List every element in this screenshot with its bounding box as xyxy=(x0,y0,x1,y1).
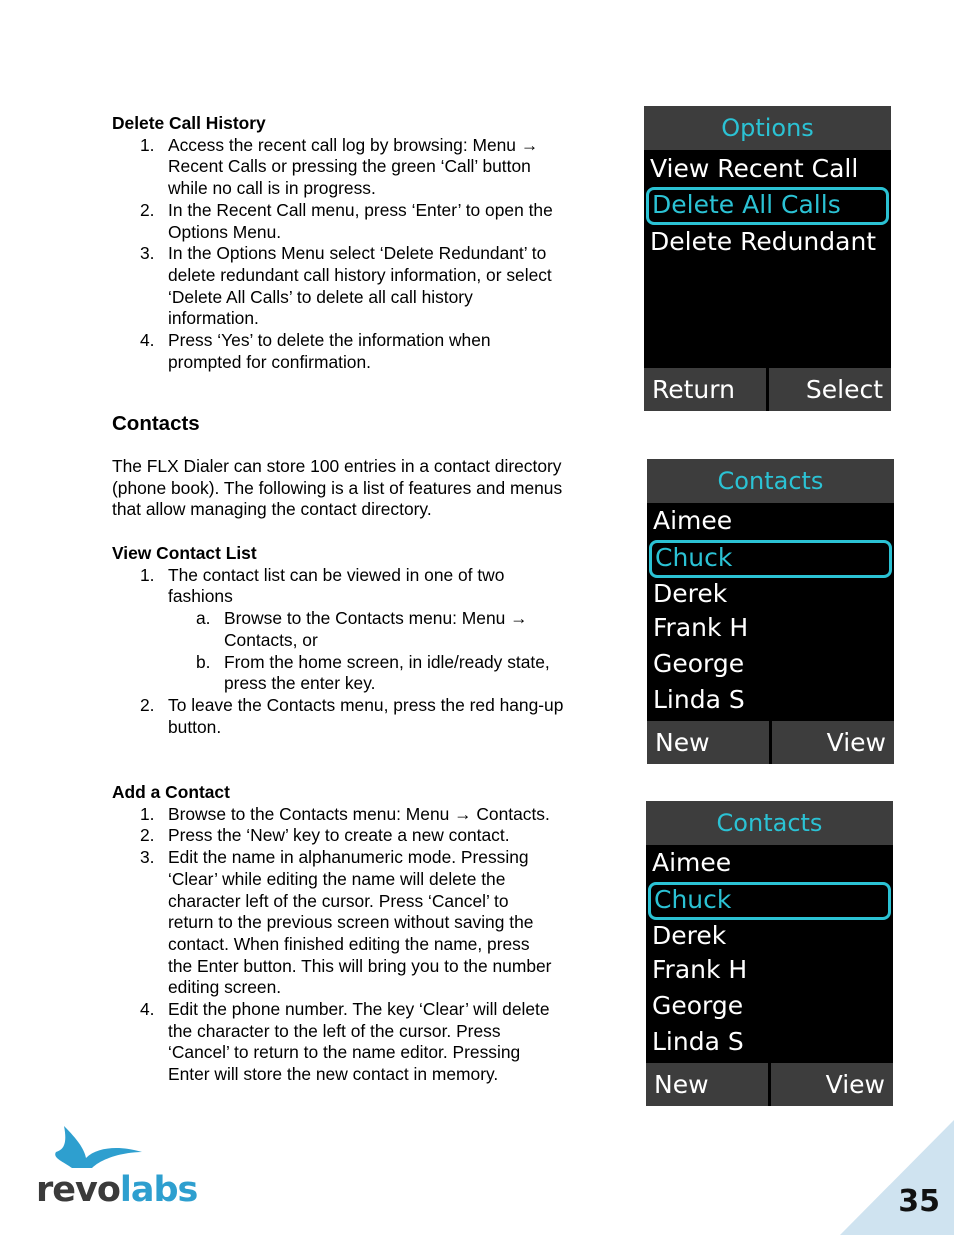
contact-item: Aimee xyxy=(652,848,732,877)
contact-item: Aimee xyxy=(653,506,733,535)
softkey-view: View xyxy=(768,1063,893,1106)
list-item: 1. The contact list can be viewed in one of two fashions xyxy=(140,564,505,607)
menu-item-delete-all-calls: Delete All Calls xyxy=(646,187,889,225)
add-contact-section xyxy=(112,782,604,1086)
page-number: 35 xyxy=(898,1184,940,1219)
view-list-steps xyxy=(112,565,604,739)
list-item: 1. Access the recent call log by browsing: Menu → Recent Calls or pressing the green ‘Call’ button while no call is in progress. xyxy=(140,134,539,199)
softkey-return: Return xyxy=(652,375,735,404)
softkey-bar xyxy=(644,368,891,411)
section-heading: Add a Contact xyxy=(112,782,230,802)
add-contact-steps xyxy=(112,804,604,1086)
options-screen xyxy=(644,106,891,411)
contacts-screen xyxy=(646,801,893,1106)
list-item: b. From the home screen, in idle/ready state, press the enter key. xyxy=(196,651,550,694)
section-heading: Delete Call History xyxy=(112,113,266,133)
contact-item: George xyxy=(652,991,744,1020)
section-heading: Contacts xyxy=(112,412,200,435)
list-item: 2. In the Recent Call menu, press ‘Enter’ to open the Options Menu. xyxy=(140,199,553,242)
list-item: 4. Edit the phone number. The key ‘Clear’ will delete the character to the left of the cursor. Press ‘Cancel’ to return to the name editor. Pressing Enter will store the new contact in memory. xyxy=(140,999,550,1085)
contacts-section xyxy=(112,413,604,435)
softkey-view: View xyxy=(769,721,894,764)
menu-item-delete-redundant: Delete Redundant xyxy=(650,227,877,256)
logo-wordmark: revolabs xyxy=(36,1170,198,1210)
contact-item: George xyxy=(653,649,745,678)
contacts-screen xyxy=(647,459,894,764)
contact-item: Derek xyxy=(653,579,728,608)
list-item: 2. Press the ‘New’ key to create a new contact. xyxy=(140,825,510,846)
view-list-section xyxy=(112,543,604,738)
section-heading: View Contact List xyxy=(112,543,257,563)
softkey-bar xyxy=(646,1063,893,1106)
contact-item: Frank H xyxy=(653,613,749,642)
contact-item: Linda S xyxy=(652,1027,744,1056)
contact-item-selected: Chuck xyxy=(648,882,891,920)
softkey-bar xyxy=(647,721,894,764)
list-item: a. Browse to the Contacts menu: Menu → Contacts, or xyxy=(196,608,528,650)
contact-item: Linda S xyxy=(653,685,745,714)
delete-history-steps xyxy=(112,135,604,374)
menu-item-view-recent-call: View Recent Call xyxy=(650,154,859,183)
contact-item-selected: Chuck xyxy=(649,540,892,578)
softkey-new: New xyxy=(655,728,710,757)
screen-title: Contacts xyxy=(647,459,894,503)
list-item: 1. Browse to the Contacts menu: Menu → Contacts. xyxy=(140,803,550,824)
contact-item: Frank H xyxy=(652,955,748,984)
list-item: 2. To leave the Contacts menu, press the red hang-up button. xyxy=(140,694,564,737)
softkey-new: New xyxy=(654,1070,709,1099)
softkey-select: Select xyxy=(766,368,891,411)
list-item: 3. In the Options Menu select ‘Delete Redundant’ to delete redundant call history information, or select ‘Delete All Calls’ to delete all call history information. xyxy=(140,243,552,329)
list-item: 3. Edit the name in alphanumeric mode. Pressing ‘Clear’ while editing the name will delete the character left of the cursor. Press ‘Cancel’ to return to the previous screen without saving the contact. When finished editing the name, press the Enter button. This will bring you to the number editing screen. xyxy=(140,847,552,998)
delete-history-section xyxy=(112,113,604,373)
contact-item: Derek xyxy=(652,921,727,950)
screen-title: Contacts xyxy=(646,801,893,845)
list-item: 4. Press ‘Yes’ to delete the information when prompted for confirmation. xyxy=(140,330,491,372)
screen-title: Options xyxy=(644,106,891,150)
contacts-intro: The FLX Dialer can store 100 entries in a contact directory (phone book). The following is a list of features and menus that allow managing the contact directory. xyxy=(112,456,563,520)
